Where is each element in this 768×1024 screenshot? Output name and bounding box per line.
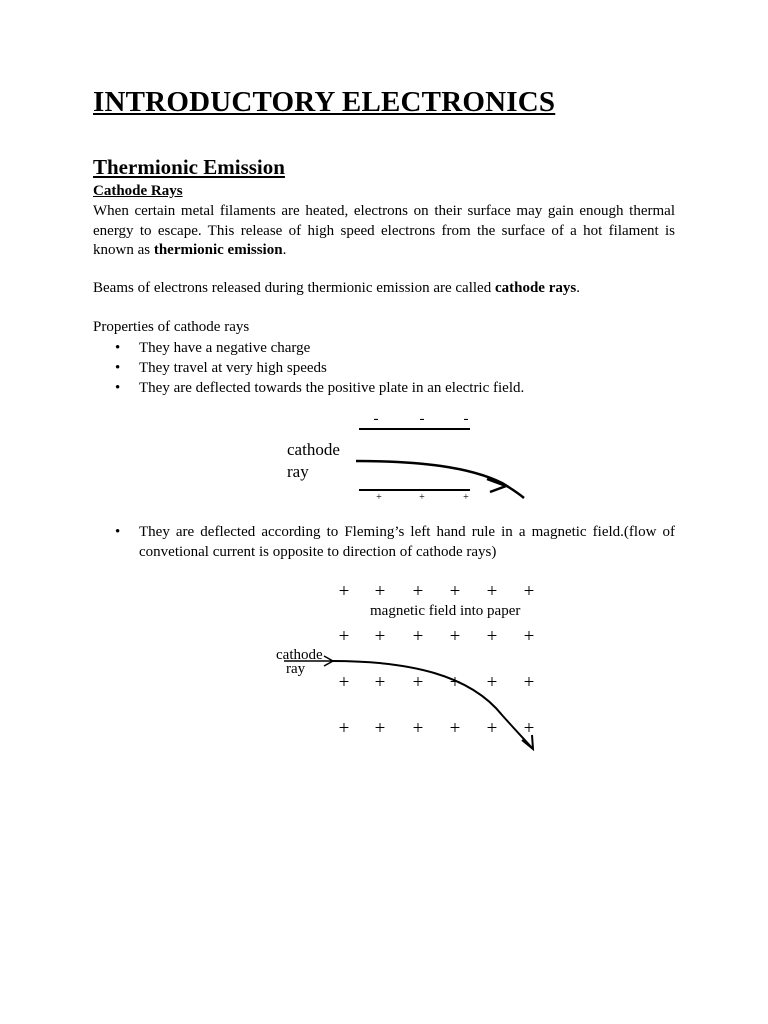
negative-sign: - (463, 411, 469, 427)
list-item (93, 338, 675, 358)
paragraph-text-end: . (282, 242, 287, 258)
electric-field-diagram (280, 405, 540, 505)
paragraph-text-end: . (576, 280, 580, 296)
list-item (93, 522, 675, 562)
positive-sign: + (463, 492, 469, 503)
field-row-2 (339, 626, 535, 647)
positive-sign: + (419, 492, 425, 503)
paragraph-thermionic-emission (93, 202, 675, 261)
properties-intro: Properties of cathode rays (93, 319, 250, 335)
field-cross-icon: + (523, 581, 535, 602)
bullet-icon: • (115, 380, 121, 396)
bullet-icon: • (115, 340, 121, 356)
list-item-text: They are deflected towards the positive plate in an electric field. (139, 380, 525, 396)
field-cross-icon: + (486, 626, 498, 647)
field-cross-icon: + (412, 718, 424, 739)
magnetic-field-diagram (270, 575, 550, 760)
paragraph-cathode-rays (93, 279, 675, 299)
negative-sign: - (419, 411, 425, 427)
cathode-ray-label-line2: ray (286, 661, 306, 677)
field-cross-icon: + (338, 581, 350, 602)
field-cross-icon: + (412, 672, 424, 693)
field-row-4 (339, 718, 535, 739)
paragraph-text: Beams of electrons released during thermionic emission are called (93, 280, 495, 296)
list-item-text: They are deflected according to Fleming’s left hand rule in a magnetic field.(flow of convetional current is opposite to direction of cathode rays) (139, 524, 675, 560)
field-cross-icon: + (449, 718, 461, 739)
paragraph-text: When certain metal filaments are heated, electrons on their surface may gain enough thermal energy to escape. This release of high speed electrons from the surface of a hot filament is known as (93, 203, 675, 258)
negative-sign: - (373, 411, 379, 427)
field-cross-icon: + (374, 626, 386, 647)
positive-sign: + (376, 492, 382, 503)
magnetic-field-label: magnetic field into paper (370, 603, 521, 619)
bullet-icon: • (115, 360, 121, 376)
cathode-ray-label: cathode (276, 647, 323, 663)
field-cross-icon: + (412, 626, 424, 647)
bullet-icon: • (115, 524, 121, 540)
field-row-1 (339, 581, 535, 602)
list-item-text: They travel at very high speeds (139, 360, 327, 376)
list-item-text: They have a negative charge (139, 340, 311, 356)
properties-list-continued (93, 522, 675, 562)
section-title: Thermionic Emission (93, 155, 285, 179)
field-cross-icon: + (374, 581, 386, 602)
field-cross-icon: + (523, 718, 535, 739)
field-cross-icon: + (338, 626, 350, 647)
field-cross-icon: + (374, 718, 386, 739)
field-cross-icon: + (486, 672, 498, 693)
field-cross-icon: + (338, 672, 350, 693)
subsection-title: Cathode Rays (93, 183, 183, 199)
field-cross-icon: + (449, 581, 461, 602)
field-cross-icon: + (412, 581, 424, 602)
field-cross-icon: + (374, 672, 386, 693)
document-title: INTRODUCTORY ELECTRONICS (93, 86, 556, 118)
field-cross-icon: + (338, 718, 350, 739)
list-item (93, 378, 675, 398)
list-item (93, 358, 675, 378)
field-cross-icon: + (523, 626, 535, 647)
field-row-3 (339, 672, 535, 693)
properties-list (93, 338, 675, 398)
cathode-ray-label: cathode (287, 440, 340, 459)
field-cross-icon: + (449, 626, 461, 647)
field-cross-icon: + (486, 718, 498, 739)
term-cathode-rays: cathode rays (494, 280, 577, 296)
field-cross-icon: + (523, 672, 535, 693)
term-thermionic-emission: thermionic emission (153, 242, 283, 258)
deflected-ray-path (332, 661, 532, 748)
field-cross-icon: + (486, 581, 498, 602)
cathode-ray-label-line2: ray (287, 462, 309, 481)
field-cross-icon: + (449, 672, 461, 693)
